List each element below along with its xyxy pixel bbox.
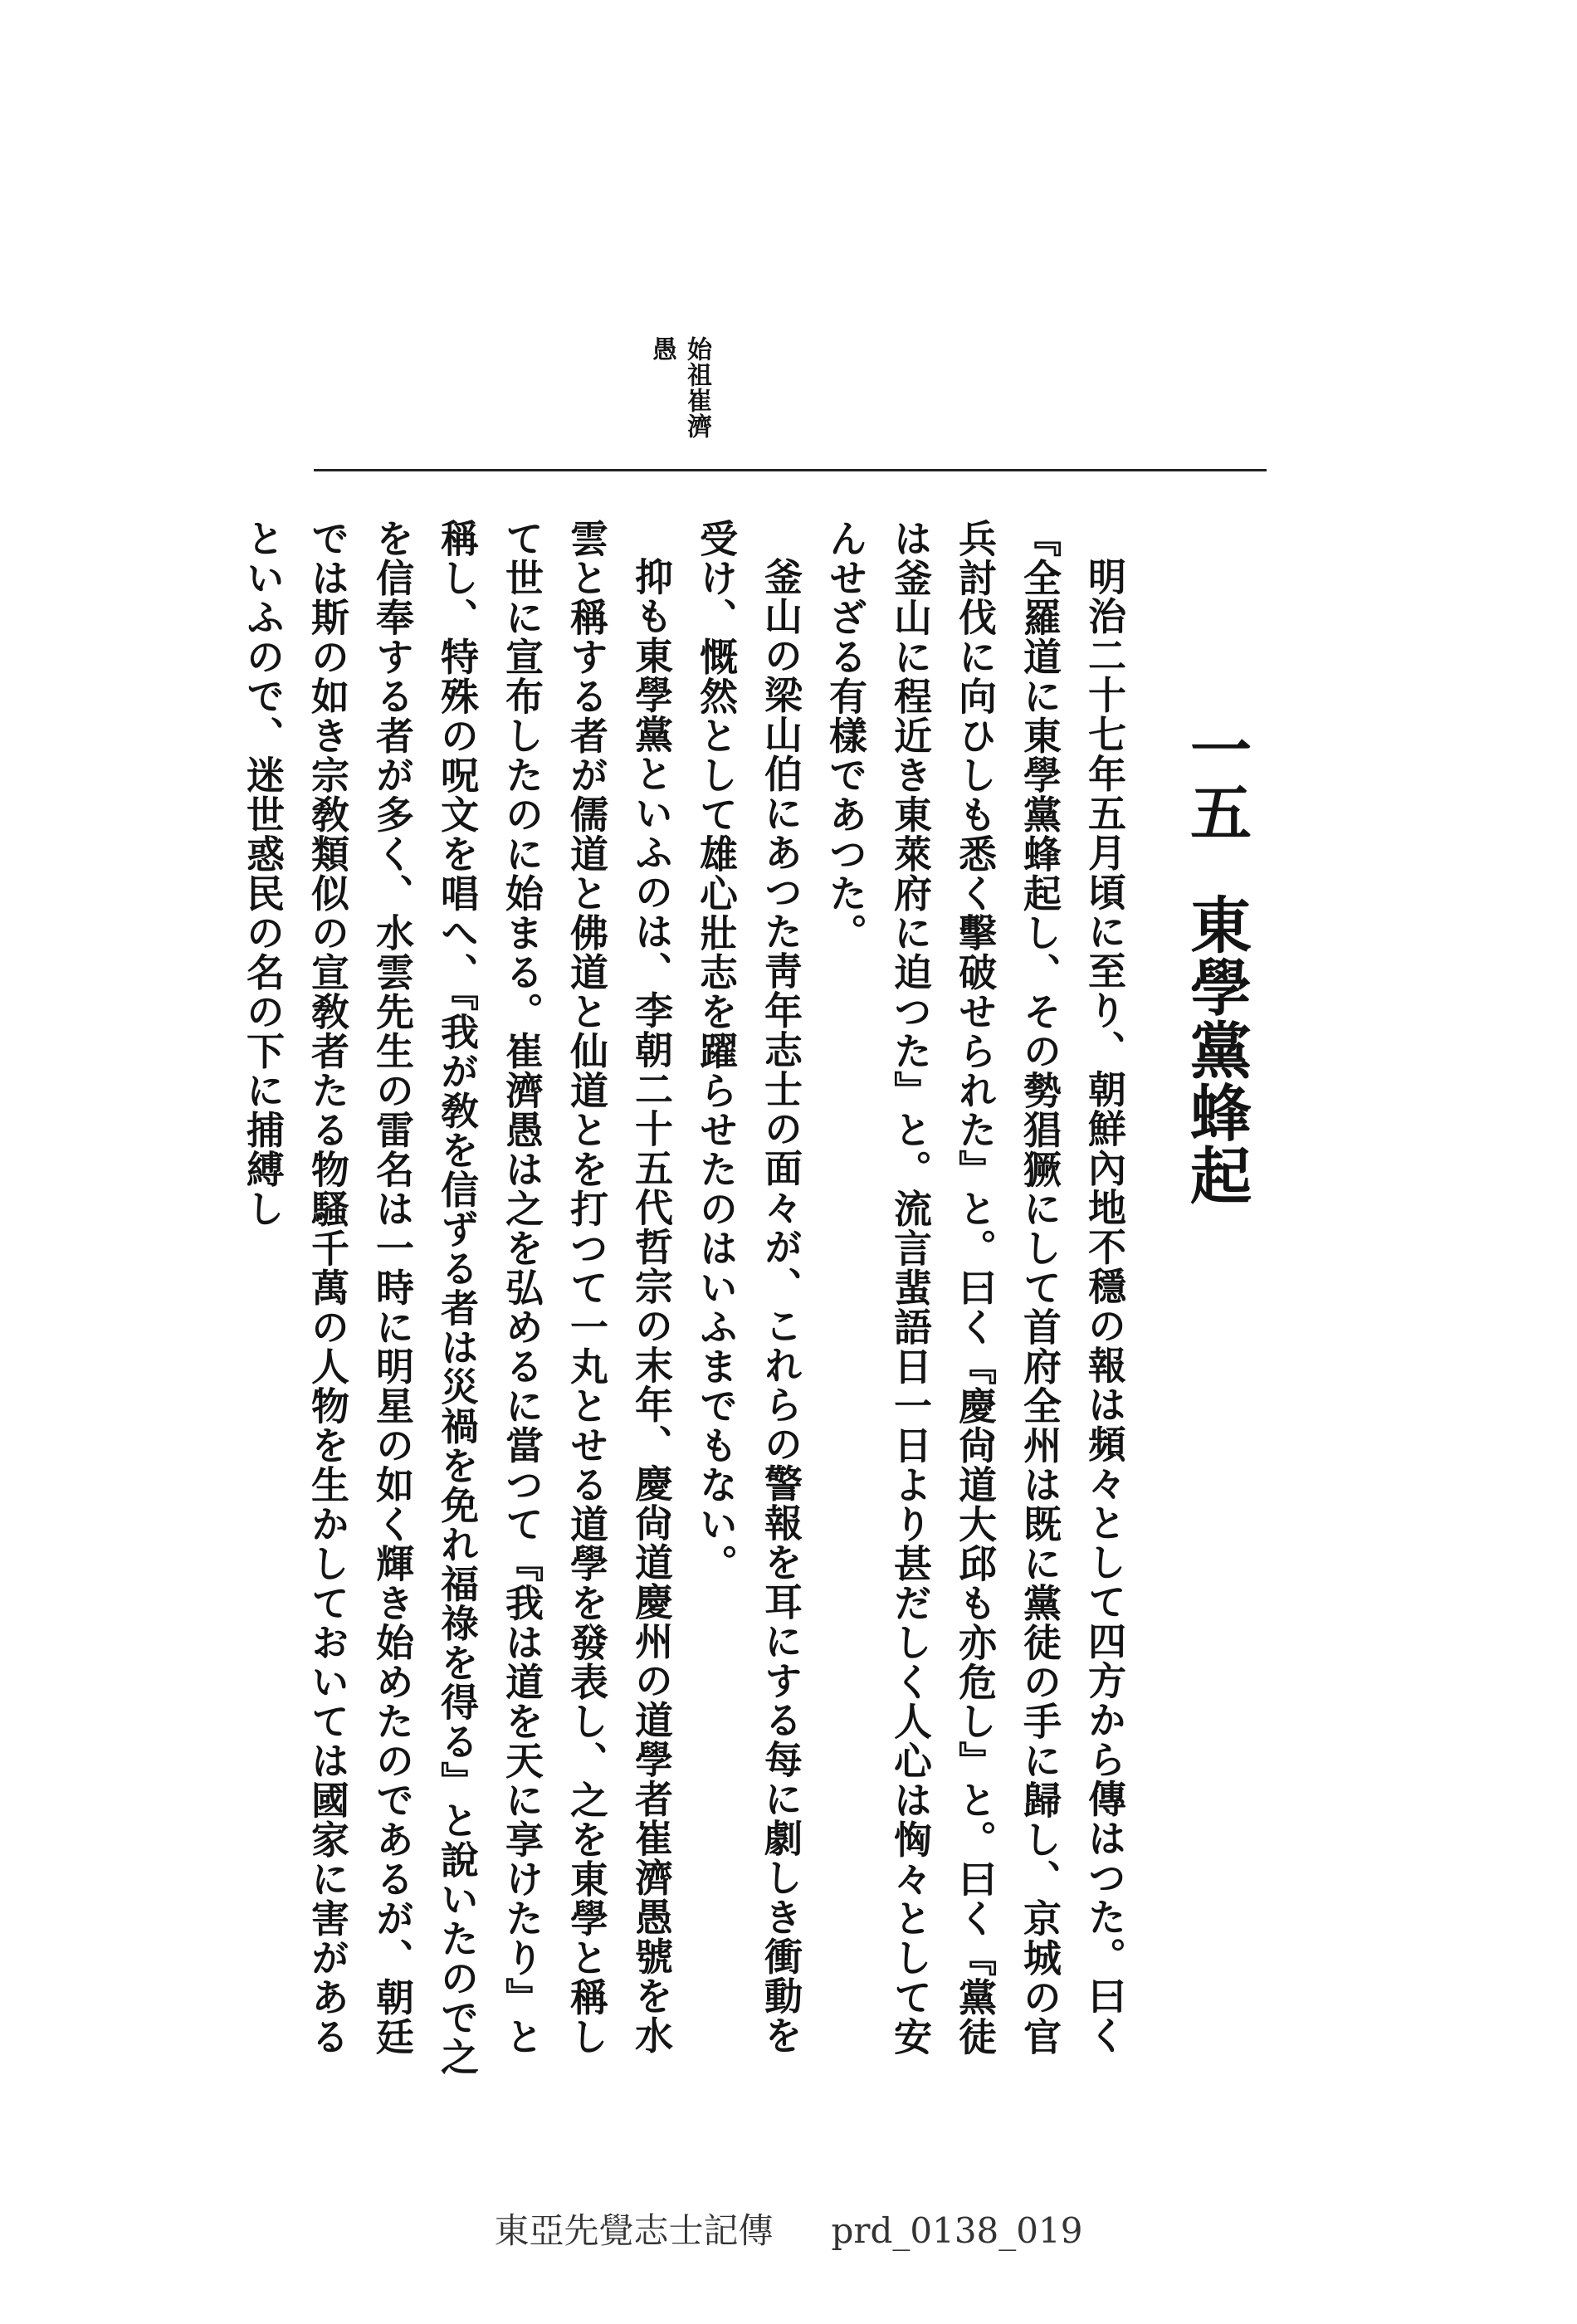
- footer-book-title: 東亞先覺志士記傳: [494, 2210, 774, 2251]
- body-text: [241, 519, 1270, 2087]
- paragraph-1: 明治二十七年五月頃に至り、朝鮮內地不穩の報は頻々として四方から傳はつた。曰く『全羅道に東學黨蜂起し、その勢猖獗にして首府全州は既に黨徒の手に歸し、京城の官兵討伐に向ひしも悉く擊破せられた』と。曰く『慶尙道大邱も亦危し』と。曰く『黨徒は釜山に程近き東萊府に迫つた』と。流言蜚語日一日より甚だしく人心は恟々として安んせざる有樣であつた。: [823, 519, 1127, 2057]
- section-heading: [1162, 718, 1270, 2087]
- page-footer: [0, 2204, 1577, 2253]
- section-title: 東學黨蜂起: [1180, 893, 1252, 1207]
- header-rule: [314, 469, 1267, 471]
- section-number: 一五: [1180, 718, 1252, 843]
- paragraph-2: 釜山の梁山伯にあつた靑年志士の面々が、これらの警報を耳にする每に劇しき衝動を受け、慨然として雄心壯志を躍らせたのはいふまでもない。: [694, 519, 803, 2055]
- image-caption: 始祖崔濟愚: [647, 336, 711, 439]
- footer-page-id: prd_0138_019: [831, 2210, 1083, 2251]
- paragraph-3: 抑も東學黨といふのは、李朝二十五代哲宗の末年、慶尙道慶州の道學者崔濟愚號を水雲と稱する者が儒道と佛道と仙道とを打つて一丸とせる道學を發表し、之を東學と稱して世に宣布したのに始まる。崔濟愚は之を弘めるに當つて『我は道を天に享けたり』と稱し、特殊の呪文を唱へ、『我が敎を信ずる者は災禍を免れ福祿を得る』と說いたので之を信奉する者が多く、水雲先生の雷名は一時に明星の如く輝き始めたのであるが、朝廷では斯の如き宗敎類似の宣敎者たる物騷千萬の人物を生かしておいては國家に害があるといふので、迷世惑民の名の下に捕縛し: [241, 519, 674, 2077]
